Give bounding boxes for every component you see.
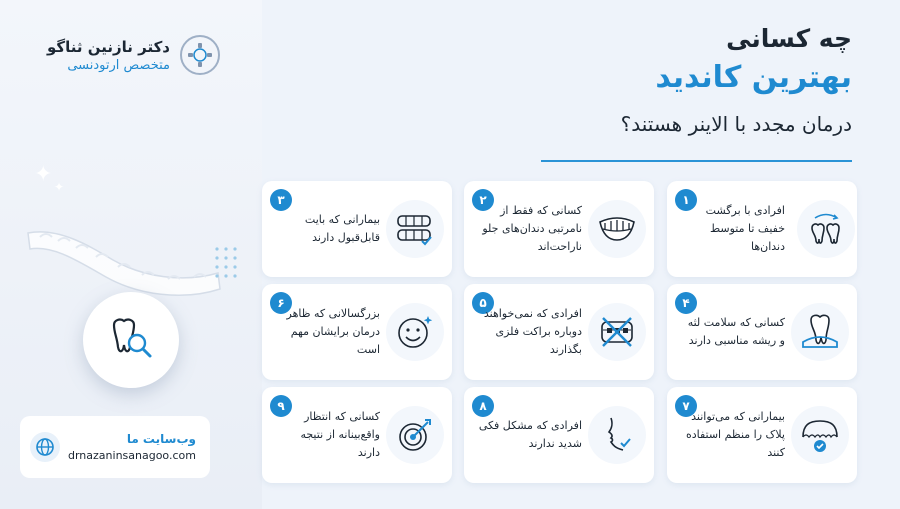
candidate-card-7 <box>667 387 857 483</box>
website-label: وب‌سایت ما <box>126 432 196 446</box>
jaw-profile-icon <box>588 406 646 464</box>
candidate-card-4 <box>667 284 857 380</box>
headline-line-1: چه کسانی <box>726 24 852 53</box>
card-text: کسانی که سلامت لثه و ریشه مناسبی دارند <box>687 316 785 347</box>
headline-line-3: درمان مجدد با الاینر هستند؟ <box>620 112 852 136</box>
card-text: کسانی که انتظار واقع‌بینانه از نتیجه دارند <box>300 410 380 459</box>
happy-face-icon <box>386 303 444 361</box>
card-text: کسانی که فقط از نامرتبی دندان‌های جلو ناراحت‌اند <box>482 204 582 253</box>
brand-logo <box>24 30 220 80</box>
candidate-card-6 <box>262 284 452 380</box>
candidate-card-3 <box>262 181 452 277</box>
globe-icon <box>30 432 60 462</box>
sparkle-icon: ✦ <box>54 180 65 194</box>
card-number: ۱ <box>675 189 697 211</box>
card-number: ۵ <box>472 292 494 314</box>
tooth-search-icon <box>83 292 179 388</box>
left-panel <box>0 0 262 509</box>
card-number: ۲ <box>472 189 494 211</box>
sparkle-icon: ✦ <box>34 162 53 187</box>
card-number: ۴ <box>675 292 697 314</box>
brand-name: دکتر نازنین ثناگو <box>47 37 170 56</box>
headline-line-2: بهترین کاندید <box>655 60 852 95</box>
card-text: افرادی که نمی‌خواهند دوباره براکت فلزی بگذارند <box>483 307 582 356</box>
website-url[interactable]: drnazaninsanagoo.com <box>68 449 196 462</box>
card-number: ۶ <box>270 292 292 314</box>
teeth-shift-icon <box>797 200 855 258</box>
decorative-dots-icon <box>214 246 244 280</box>
card-text: بیمارانی که بایت قابل‌قبول دارند <box>304 213 380 244</box>
aligner-check-icon <box>791 406 849 464</box>
candidate-card-8 <box>464 387 654 483</box>
headline <box>621 22 852 140</box>
card-text: بیمارانی که می‌توانند پلاک را منظم استفاده کنند <box>685 410 785 459</box>
card-number: ۹ <box>270 395 292 417</box>
candidate-card-5 <box>464 284 654 380</box>
card-text: بزرگسالانی که ظاهر درمان برایشان مهم است <box>286 307 380 356</box>
card-text: افرادی که مشکل فکی شدید ندارند <box>478 419 582 450</box>
candidate-card-1 <box>667 181 857 277</box>
target-icon <box>386 406 444 464</box>
card-text: افرادی با برگشت خفیف تا متوسط دندان‌ها <box>705 204 785 253</box>
brand-mark-icon <box>180 35 220 75</box>
no-brackets-icon <box>588 303 646 361</box>
candidate-card-9 <box>262 387 452 483</box>
brand-subtitle: متخصص ارتودنسی <box>67 57 170 73</box>
card-number: ۷ <box>675 395 697 417</box>
card-number: ۳ <box>270 189 292 211</box>
card-number: ۸ <box>472 395 494 417</box>
headline-divider <box>541 160 852 162</box>
smile-teeth-icon <box>588 200 646 258</box>
website-link[interactable] <box>20 416 210 478</box>
candidate-card-2 <box>464 181 654 277</box>
bite-check-icon <box>386 200 444 258</box>
tooth-gum-icon <box>791 303 849 361</box>
